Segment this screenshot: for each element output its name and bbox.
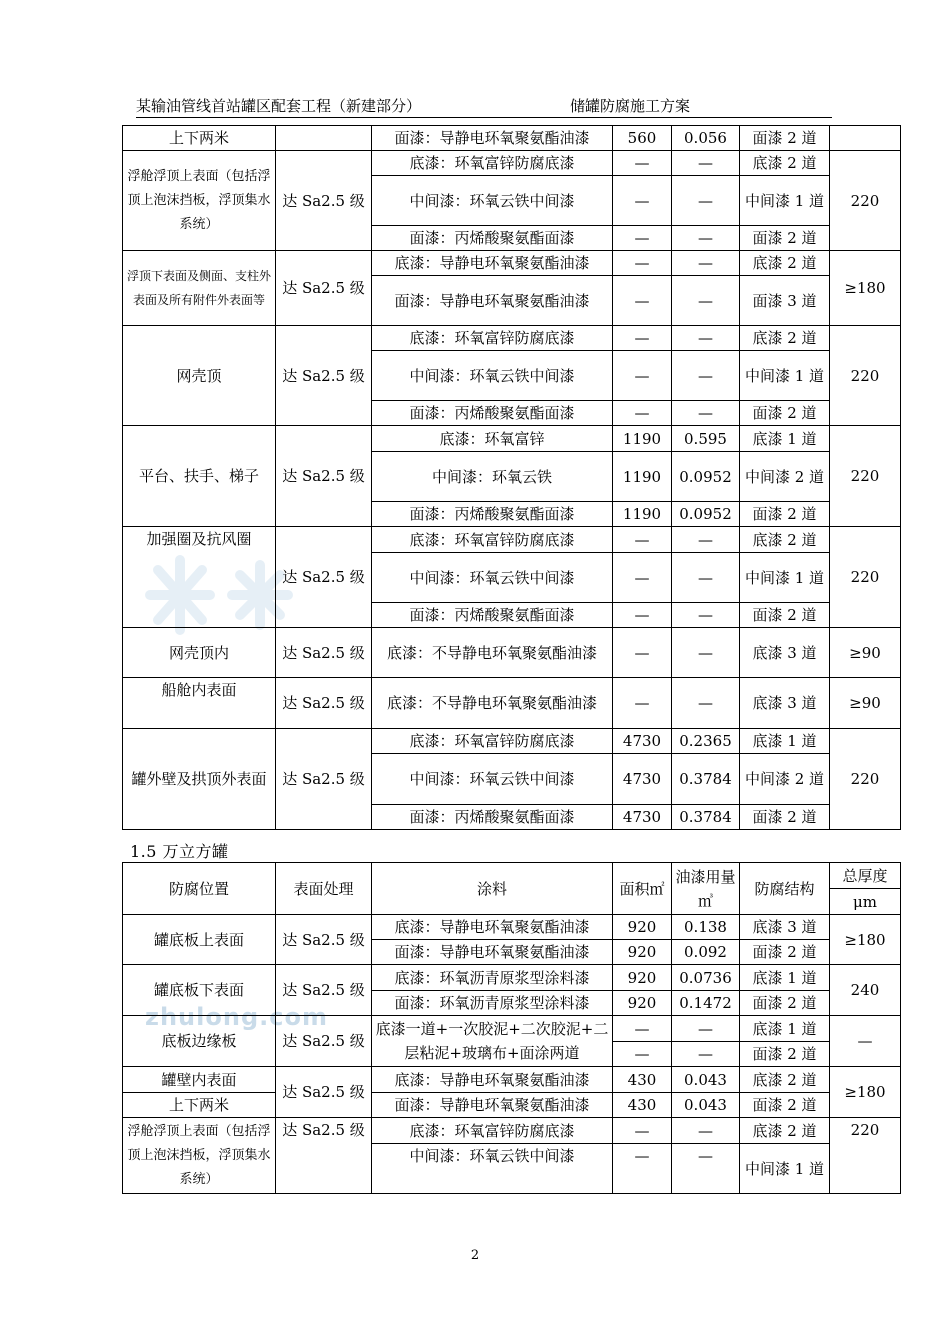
location-cell: 浮舱浮顶上表面（包括浮顶上泡沫挡板，浮顶集水系统） [123,151,276,251]
coating-cell: 面漆：丙烯酸聚氨酯面漆 [372,226,613,251]
structure-cell: 中间漆 1 道 [740,553,830,603]
thickness-cell: 220 [830,326,901,426]
area-cell: 1190 [613,426,672,452]
coating-cell: 底漆：环氧富锌 [372,426,613,452]
paint-volume-cell: 0.0952 [672,502,740,527]
column-header: 油漆用量㎥ [672,863,740,915]
coating-cell: 面漆：丙烯酸聚氨酯面漆 [372,401,613,426]
area-cell: — [613,176,672,226]
thickness-cell: ≥180 [830,1067,901,1118]
thickness-cell: 220 [830,151,901,251]
thickness-cell: ≥180 [830,251,901,326]
structure-cell: 面漆 2 道 [740,805,830,830]
coating-table-15k-tank [122,862,901,1194]
area-cell: — [613,553,672,603]
area-cell: — [613,628,672,678]
table-header-row [123,863,901,889]
structure-cell: 面漆 2 道 [740,1042,830,1067]
coating-cell: 底漆：环氧富锌防腐底漆 [372,1118,613,1144]
area-cell: 920 [613,991,672,1016]
coating-cell: 底漆：环氧富锌防腐底漆 [372,326,613,351]
paint-volume-cell: 0.092 [672,940,740,965]
surface-cell: 达 Sa2.5 级 [276,678,372,729]
thickness-cell: 220 [830,1118,901,1194]
coating-cell: 底漆：不导静电环氧聚氨酯油漆 [372,628,613,678]
thickness-cell: — [830,1016,901,1067]
surface-cell: 达 Sa2.5 级 [276,426,372,527]
area-cell: 1190 [613,452,672,502]
paint-volume-cell: — [672,678,740,729]
paint-volume-cell: 0.043 [672,1067,740,1093]
thickness-cell: 220 [830,527,901,628]
area-cell: — [613,401,672,426]
paint-volume-cell: — [672,553,740,603]
area-cell: — [613,678,672,729]
area-cell: — [613,151,672,176]
location-cell: 平台、扶手、梯子 [123,426,276,527]
coating-cell: 底漆：不导静电环氧聚氨酯油漆 [372,678,613,729]
area-cell: 430 [613,1067,672,1093]
column-header: 面积㎡ [613,863,672,915]
structure-cell: 面漆 2 道 [740,603,830,628]
paint-volume-cell: 0.138 [672,915,740,940]
structure-cell: 底漆 3 道 [740,628,830,678]
surface-cell: 达 Sa2.5 级 [276,1067,372,1118]
location-cell: 上下两米 [123,1093,276,1118]
structure-cell: 中间漆 2 道 [740,452,830,502]
area-cell: 1190 [613,502,672,527]
paint-volume-cell: — [672,1042,740,1067]
area-cell: — [613,527,672,553]
location-cell: 船舱内表面 [123,678,276,729]
table-row [123,915,901,940]
header-doc-title: 储罐防腐施工方案 [570,97,691,115]
area-cell: — [613,326,672,351]
coating-cell: 底漆：环氧富锌防腐底漆 [372,151,613,176]
coating-cell: 中间漆：环氧云铁中间漆 [372,553,613,603]
column-header-unit: μm [830,889,901,915]
coating-cell: 底漆：导静电环氧聚氨酯油漆 [372,1067,613,1093]
table-row [123,678,901,729]
paint-volume-cell: 0.595 [672,426,740,452]
coating-cell: 中间漆：环氧云铁中间漆 [372,754,613,805]
location-cell: 加强圈及抗风圈 [123,527,276,628]
coating-cell: 面漆：丙烯酸聚氨酯面漆 [372,502,613,527]
location-cell: 底板边缘板 [123,1016,276,1067]
table-row [123,1067,901,1093]
coating-cell: 中间漆：环氧云铁 [372,452,613,502]
table-row [123,1118,901,1144]
structure-cell: 面漆 3 道 [740,276,830,326]
coating-cell: 底漆：导静电环氧聚氨酯油漆 [372,915,613,940]
thickness-cell: 240 [830,965,901,1016]
table-row [123,729,901,754]
paint-volume-cell: — [672,351,740,401]
watermark-text: zhulong.com [145,1003,328,1031]
coating-cell: 中间漆：环氧云铁中间漆 [372,1144,613,1194]
paint-volume-cell: 0.0736 [672,965,740,991]
page-number: 2 [470,1248,480,1263]
thickness-cell: ≥90 [830,628,901,678]
structure-cell: 中间漆 1 道 [740,1144,830,1194]
column-header: 防腐结构 [740,863,830,915]
area-cell: 4730 [613,729,672,754]
structure-cell: 中间漆 1 道 [740,351,830,401]
paint-volume-cell: — [672,1118,740,1144]
paint-volume-cell: — [672,251,740,276]
thickness-cell: ≥180 [830,915,901,965]
surface-cell: 达 Sa2.5 级 [276,151,372,251]
table-row [123,151,901,176]
paint-volume-cell: — [672,603,740,628]
table-row [123,126,901,151]
column-header: 涂料 [372,863,613,915]
location-cell: 浮舱浮顶上表面（包括浮顶上泡沫挡板，浮顶集水系统） [123,1118,276,1194]
coating-cell: 面漆：导静电环氧聚氨酯油漆 [372,126,613,151]
paint-volume-cell: 0.3784 [672,754,740,805]
paint-volume-cell: — [672,1016,740,1042]
area-cell: — [613,276,672,326]
structure-cell: 底漆 2 道 [740,326,830,351]
paint-volume-cell: — [672,276,740,326]
location-cell: 罐壁内表面 [123,1067,276,1093]
paint-volume-cell: 0.056 [672,126,740,151]
paint-volume-cell: — [672,151,740,176]
location-cell: 浮顶下表面及侧面、支柱外表面及所有附件外表面等 [123,251,276,326]
area-cell: — [613,351,672,401]
location-cell: 上下两米 [123,126,276,151]
area-cell: — [613,251,672,276]
structure-cell: 底漆 1 道 [740,426,830,452]
structure-cell: 底漆 2 道 [740,151,830,176]
area-cell: 4730 [613,754,672,805]
thickness-cell: 220 [830,729,901,830]
coating-cell: 面漆：导静电环氧聚氨酯油漆 [372,276,613,326]
paint-volume-cell: — [672,628,740,678]
structure-cell: 底漆 1 道 [740,729,830,754]
table-row [123,426,901,452]
area-cell: 920 [613,940,672,965]
location-cell: 罐外壁及拱顶外表面 [123,729,276,830]
structure-cell: 面漆 2 道 [740,940,830,965]
coating-cell: 面漆：环氧沥青原浆型涂料漆 [372,991,613,1016]
coating-cell: 中间漆：环氧云铁中间漆 [372,351,613,401]
surface-cell: 达 Sa2.5 级 [276,729,372,830]
structure-cell: 底漆 2 道 [740,251,830,276]
page-header [136,93,832,118]
structure-cell: 底漆 2 道 [740,1067,830,1093]
paint-volume-cell: — [672,1144,740,1194]
paint-volume-cell: 0.043 [672,1093,740,1118]
location-cell: 罐底板下表面 [123,965,276,1016]
header-project-title: 某输油管线首站罐区配套工程（新建部分） [136,97,422,115]
paint-volume-cell: — [672,401,740,426]
location-cell: 网壳顶 [123,326,276,426]
structure-cell: 底漆 3 道 [740,678,830,729]
thickness-cell: ≥90 [830,678,901,729]
area-cell: — [613,1144,672,1194]
surface-cell: 达 Sa2.5 级 [276,251,372,326]
area-cell: — [613,603,672,628]
thickness-cell [830,126,901,151]
structure-cell: 底漆 2 道 [740,1118,830,1144]
area-cell: — [613,1042,672,1067]
structure-cell: 面漆 2 道 [740,226,830,251]
location-cell: 网壳顶内 [123,628,276,678]
column-header: 防腐位置 [123,863,276,915]
table-row [123,965,901,991]
surface-cell: 达 Sa2.5 级 [276,965,372,1016]
table-row [123,628,901,678]
surface-cell: 达 Sa2.5 级 [276,1118,372,1194]
area-cell: — [613,226,672,251]
table-row [123,527,901,553]
structure-cell: 底漆 3 道 [740,915,830,940]
surface-cell: 达 Sa2.5 级 [276,915,372,965]
structure-cell: 面漆 2 道 [740,126,830,151]
area-cell: 920 [613,965,672,991]
paint-volume-cell: 0.0952 [672,452,740,502]
paint-volume-cell: — [672,527,740,553]
coating-cell: 底漆：环氧富锌防腐底漆 [372,527,613,553]
structure-cell: 面漆 2 道 [740,1093,830,1118]
column-header: 表面处理 [276,863,372,915]
table-row [123,1016,901,1042]
coating-cell: 底漆：导静电环氧聚氨酯油漆 [372,251,613,276]
area-cell: 4730 [613,805,672,830]
coating-cell: 底漆：环氧沥青原浆型涂料漆 [372,965,613,991]
paint-volume-cell: 0.1472 [672,991,740,1016]
paint-volume-cell: — [672,176,740,226]
coating-table-continued [122,125,901,830]
table-row [123,251,901,276]
surface-cell: 达 Sa2.5 级 [276,326,372,426]
paint-volume-cell: — [672,326,740,351]
coating-cell: 面漆：导静电环氧聚氨酯油漆 [372,940,613,965]
area-cell: — [613,1016,672,1042]
section-caption: 1.5 万立方罐 [130,842,229,861]
column-header: 总厚度 [830,863,901,889]
table-row [123,1093,901,1118]
coating-cell: 面漆：丙烯酸聚氨酯面漆 [372,603,613,628]
structure-cell: 中间漆 1 道 [740,176,830,226]
table-row [123,326,901,351]
thickness-cell: 220 [830,426,901,527]
surface-cell: 达 Sa2.5 级 [276,527,372,628]
coating-cell: 底漆一道+一次胶泥+二次胶泥+二层粘泥+玻璃布+面涂两道 [372,1016,613,1067]
coating-cell: 面漆：导静电环氧聚氨酯油漆 [372,1093,613,1118]
surface-cell: 达 Sa2.5 级 [276,628,372,678]
area-cell: — [613,1118,672,1144]
paint-volume-cell: 0.2365 [672,729,740,754]
paint-volume-cell: 0.3784 [672,805,740,830]
structure-cell: 面漆 2 道 [740,502,830,527]
structure-cell: 底漆 1 道 [740,1016,830,1042]
surface-cell: 达 Sa2.5 级 [276,1016,372,1067]
structure-cell: 面漆 2 道 [740,401,830,426]
area-cell: 430 [613,1093,672,1118]
location-cell: 罐底板上表面 [123,915,276,965]
paint-volume-cell: — [672,226,740,251]
coating-cell: 面漆：丙烯酸聚氨酯面漆 [372,805,613,830]
structure-cell: 面漆 2 道 [740,991,830,1016]
area-cell: 560 [613,126,672,151]
coating-cell: 中间漆：环氧云铁中间漆 [372,176,613,226]
surface-cell [276,126,372,151]
structure-cell: 底漆 1 道 [740,965,830,991]
structure-cell: 底漆 2 道 [740,527,830,553]
structure-cell: 中间漆 2 道 [740,754,830,805]
area-cell: 920 [613,915,672,940]
coating-cell: 底漆：环氧富锌防腐底漆 [372,729,613,754]
